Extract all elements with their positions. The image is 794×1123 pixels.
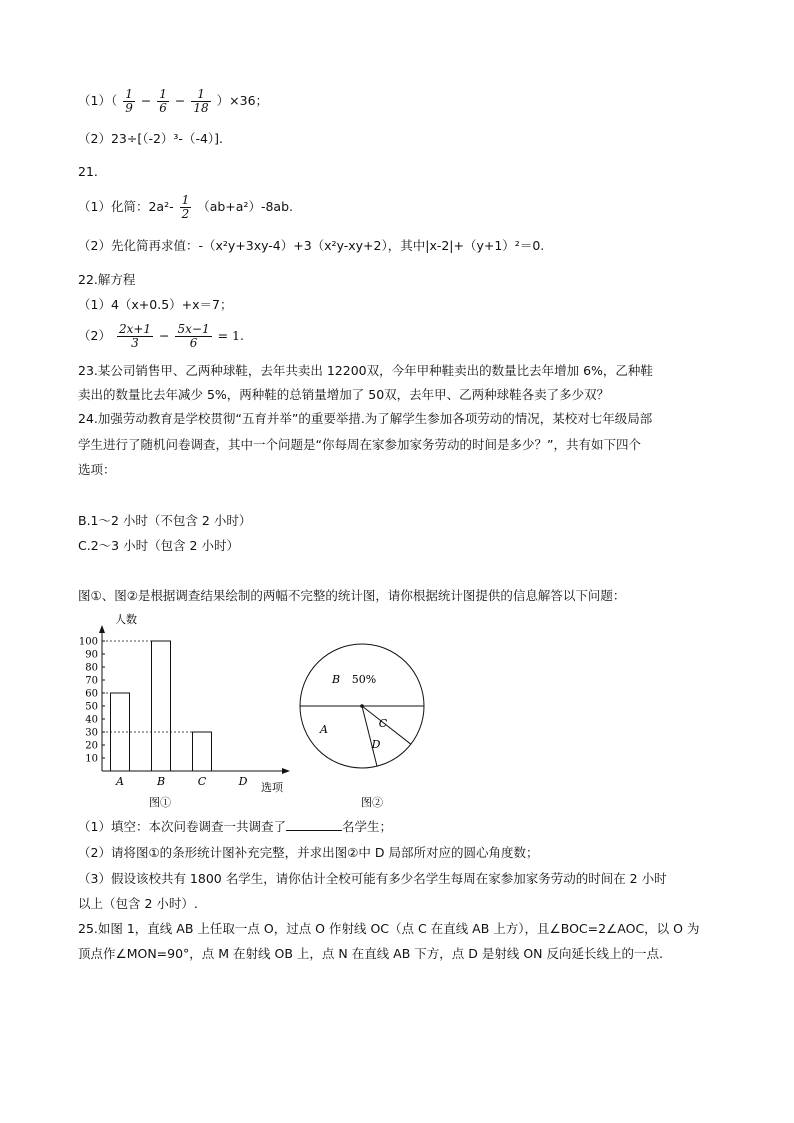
minus-sign: − <box>174 93 186 108</box>
q20-p1-end: ）×36； <box>216 93 269 108</box>
q24-sub1-end: 名学生； <box>341 819 392 834</box>
y-tick-label: 100 <box>78 636 98 648</box>
pie-center <box>360 704 364 708</box>
x-tick-label-B: B <box>156 775 166 788</box>
q24-sub1 <box>78 818 392 836</box>
y-tick-label: 90 <box>85 649 98 661</box>
pie-label-A: A <box>320 723 328 736</box>
q22-part1: （1）4（x+0.5）+x＝7； <box>78 297 233 312</box>
y-tick-label: 70 <box>85 675 98 687</box>
q20-part1 <box>78 88 268 115</box>
pie-chart-title: 图② <box>361 796 383 809</box>
pie-label-B: B <box>331 673 341 686</box>
q24-line1: 24.加强劳动教育是学校贯彻“五育并举”的重要举措.为了解学生参加各项劳动的情况，某校对七年级局部 <box>78 411 653 426</box>
q24-option-b: B.1～2 小时（不包含 2 小时） <box>78 513 252 528</box>
q22-part2 <box>78 323 244 350</box>
q24-intro: 图①、图②是根据调查结果绘制的两幅不完整的统计图，请你根据统计图提供的信息解答以下问题： <box>78 588 626 603</box>
q22-title: 22.解方程 <box>78 272 136 287</box>
pie-chart <box>290 628 440 812</box>
q23-line2: 卖出的数量比去年减少 5%，两种鞋的总销量增加了 50双，去年甲、乙两种球鞋各卖了多少双？ <box>78 387 610 402</box>
y-tick-label: 30 <box>85 727 98 739</box>
q22-p2-end: = 1. <box>217 328 244 343</box>
q22-p2-label: （2） <box>78 328 111 343</box>
pie-label-D: D <box>371 738 381 751</box>
bar-chart <box>60 608 300 814</box>
x-tick-label-D: D <box>238 775 248 788</box>
x-tick-label-C: C <box>197 775 207 788</box>
q24-sub3-line2: 以上（包含 2 小时）. <box>78 896 198 911</box>
fraction-1-18: $\frac{1}{18}$ <box>193 87 209 115</box>
y-tick-label: 20 <box>85 740 98 752</box>
q23-line1: 23.某公司销售甲、乙两种球鞋，去年共卖出 12200双，今年甲种鞋卖出的数量比去年增加 6%，乙种鞋 <box>78 363 653 378</box>
bar-chart-ylabel: 人数 <box>115 613 137 626</box>
pie-value-B: 50% <box>351 673 377 686</box>
q24-sub1-text: （1）填空：本次问卷调查一共调查了 <box>78 819 286 834</box>
x-tick-label-A: A <box>116 775 124 788</box>
fraction-1-9: $\frac{1}{9}$ <box>125 87 133 115</box>
q21-p1-end: （ab+a²）-8ab. <box>197 199 293 214</box>
pie-label-C: C <box>378 717 388 730</box>
answer-blank[interactable] <box>286 818 342 831</box>
y-axis-arrow <box>99 625 105 633</box>
q24-line3: 选项： <box>78 462 116 477</box>
q21-p1-text: （1）化简：2a²- <box>78 199 174 214</box>
q25-line2: 顶点作∠MON=90°，点 M 在射线 OB 上，点 N 在直线 AB 下方，点 D 是射线 ON 反向延长线上的一点. <box>78 946 663 961</box>
q24-sub3-line1: （3）假设该校共有 1800 名学生，请你估计全校可能有多少名学生每周在家参加家务劳动的时间在 2 小时 <box>78 871 667 886</box>
bar-C <box>193 732 212 771</box>
fraction-1-6: $\frac{1}{6}$ <box>159 87 167 115</box>
bar-chart-xlabel: 选项 <box>261 781 283 794</box>
q21-number: 21. <box>78 164 98 179</box>
q24-option-c: C.2～3 小时（包含 2 小时） <box>78 538 239 553</box>
y-tick-label: 10 <box>85 753 98 765</box>
q24-line2: 学生进行了随机问卷调查，其中一个问题是“你每周在家参加家务劳动的时间是多少？”，共有如下四个 <box>78 437 641 452</box>
y-tick-label: 50 <box>85 701 98 713</box>
q24-sub2: （2）请将图①的条形统计图补充完整，并求出图②中 D 局部所对应的圆心角度数； <box>78 845 539 860</box>
bar-B <box>152 641 171 771</box>
y-tick-label: 80 <box>85 662 98 674</box>
fraction-2x1-3: $\frac{2x+1}{3}$ <box>118 322 152 350</box>
q25-line1: 25.如图 1，直线 AB 上任取一点 O，过点 O 作射线 OC（点 C 在直线 AB 上方），且∠BOC=2∠AOC，以 O 为 <box>78 921 700 936</box>
y-tick-label: 40 <box>85 714 98 726</box>
q21-part2: （2）先化简再求值：-（x²y+3xy-4）+3（x²y-xy+2），其中|x-2|+（y+1）²＝0. <box>78 238 545 253</box>
y-tick-label: 60 <box>85 688 98 700</box>
q20-part2: （2）23÷[（-2）³-（-4）]. <box>78 131 224 146</box>
x-axis-arrow <box>282 768 290 774</box>
q21-part1 <box>78 194 293 221</box>
minus-sign: − <box>159 328 170 343</box>
bar-chart-title: 图① <box>149 796 171 809</box>
fraction-1-2: $\frac{1}{2}$ <box>181 193 190 221</box>
fraction-5x1-6: $\frac{5x-1}{6}$ <box>177 322 210 350</box>
minus-sign: − <box>140 93 152 108</box>
q20-p1-open: （1）（ <box>78 93 118 108</box>
